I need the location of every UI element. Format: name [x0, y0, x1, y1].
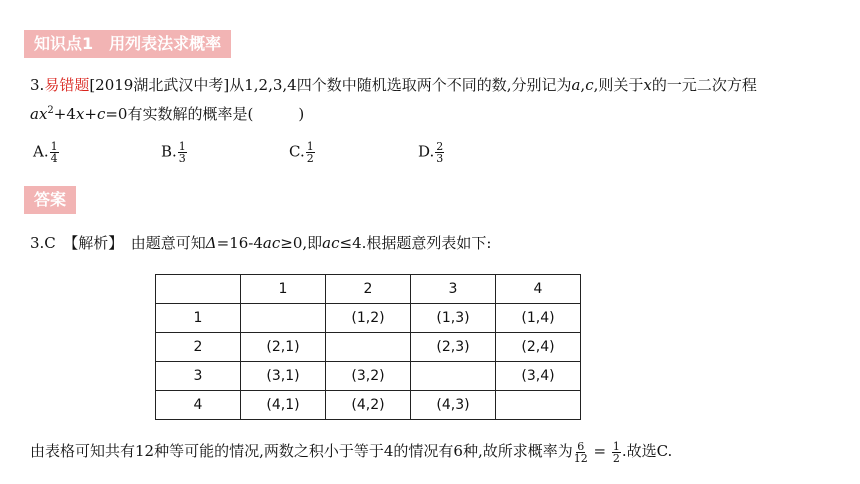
fraction-numerator: 2 [436, 140, 444, 153]
var-a: a [571, 76, 581, 94]
question-line-2 [30, 103, 304, 124]
table-cell [241, 304, 326, 333]
option-letter: B. [161, 142, 177, 161]
table-cell: (1,3) [411, 304, 496, 333]
equation-x: x [75, 105, 85, 123]
table-cell [156, 275, 241, 304]
equation-c: c [96, 105, 106, 123]
equation-part: +4 [53, 105, 76, 123]
var-x: x [643, 76, 652, 94]
fraction-1-2 [612, 441, 621, 464]
table-cell: (2,4) [496, 333, 581, 362]
question-line-1 [30, 74, 757, 95]
equation-exponent: 2 [47, 105, 54, 116]
fraction-denominator: 4 [50, 152, 58, 165]
table-cell [411, 362, 496, 391]
table-row [156, 362, 581, 391]
fraction-numerator: 1 [612, 439, 620, 453]
option-b [161, 141, 188, 164]
fraction-numerator: 6 [577, 439, 585, 453]
question-source: [2019湖北武汉中考] [89, 76, 230, 94]
conclusion-line [30, 440, 672, 464]
var-ac: ac [322, 234, 340, 252]
comma: , [580, 76, 586, 94]
question-text: 的一元二次方程 [651, 76, 757, 94]
table-cell: (4,2) [326, 391, 411, 420]
table-cell [326, 333, 411, 362]
equation-part: + [84, 105, 97, 123]
answer-text: =16-4 [216, 234, 263, 252]
table-cell: 3 [156, 362, 241, 391]
option-letter: A. [33, 142, 49, 161]
fraction-denominator: 3 [178, 152, 186, 165]
question-number: 3. [30, 76, 45, 94]
fraction-numerator: 1 [178, 140, 186, 153]
error-prone-label: 易错题 [44, 76, 90, 94]
fraction-denominator: 12 [573, 451, 588, 465]
question-text: ,则关于 [593, 76, 644, 94]
option-a [33, 141, 60, 164]
table-cell: 4 [496, 275, 581, 304]
option-fraction [50, 141, 59, 164]
conclusion-end: .故选C. [621, 442, 673, 460]
table-cell: (1,2) [326, 304, 411, 333]
conclusion-text: 由表格可知共有12种等可能的情况,两数之积小于等于4的情况有6种,故所求概率为 [30, 442, 573, 460]
table-row [156, 391, 581, 420]
table-cell: 2 [156, 333, 241, 362]
fraction-numerator: 1 [50, 140, 58, 153]
table-cell: (3,2) [326, 362, 411, 391]
option-fraction [435, 141, 444, 164]
table-cell: (3,4) [496, 362, 581, 391]
table-cell: 2 [326, 275, 411, 304]
table-cell: 1 [241, 275, 326, 304]
table-cell: (4,1) [241, 391, 326, 420]
equals-sign: = [588, 442, 611, 460]
answer-text: ≥0,即 [280, 234, 323, 252]
table-cell: 1 [156, 304, 241, 333]
table-cell: (4,3) [411, 391, 496, 420]
table-cell: 3 [411, 275, 496, 304]
answer-line [30, 232, 491, 253]
equation-ax: ax [30, 105, 48, 123]
table-header-row [156, 275, 581, 304]
option-fraction [178, 141, 187, 164]
table-cell [496, 391, 581, 420]
delta-symbol: Δ [205, 234, 217, 252]
fraction-numerator: 1 [306, 140, 314, 153]
fraction-denominator: 2 [306, 152, 314, 165]
fraction-6-12 [574, 441, 588, 464]
var-ac: ac [262, 234, 281, 252]
option-letter: C. [289, 142, 305, 161]
table-row [156, 304, 581, 333]
option-c [289, 141, 316, 164]
section-tag-knowledge-point: 知识点1 用列表法求概率 [24, 30, 231, 58]
table-cell: (1,4) [496, 304, 581, 333]
fraction-denominator: 3 [436, 152, 444, 165]
table-cell: 4 [156, 391, 241, 420]
option-letter: D. [418, 142, 435, 161]
table-row [156, 333, 581, 362]
question-text: 从1,2,3,4四个数中随机选取两个不同的数,分别记为 [229, 76, 572, 94]
answer-lead: 3.C 【解析】 由题意可知 [30, 234, 206, 252]
option-d [418, 141, 445, 164]
fraction-denominator: 2 [612, 451, 620, 465]
table-cell: (2,1) [241, 333, 326, 362]
option-fraction [306, 141, 315, 164]
section-tag-answer: 答案 [24, 186, 76, 214]
outcome-table [155, 274, 581, 420]
answer-text: ≤4.根据题意列表如下: [339, 234, 492, 252]
table-cell: (2,3) [411, 333, 496, 362]
equation-part: =0有实数解的概率是( ) [105, 105, 305, 123]
table-cell: (3,1) [241, 362, 326, 391]
var-c: c [585, 76, 594, 94]
